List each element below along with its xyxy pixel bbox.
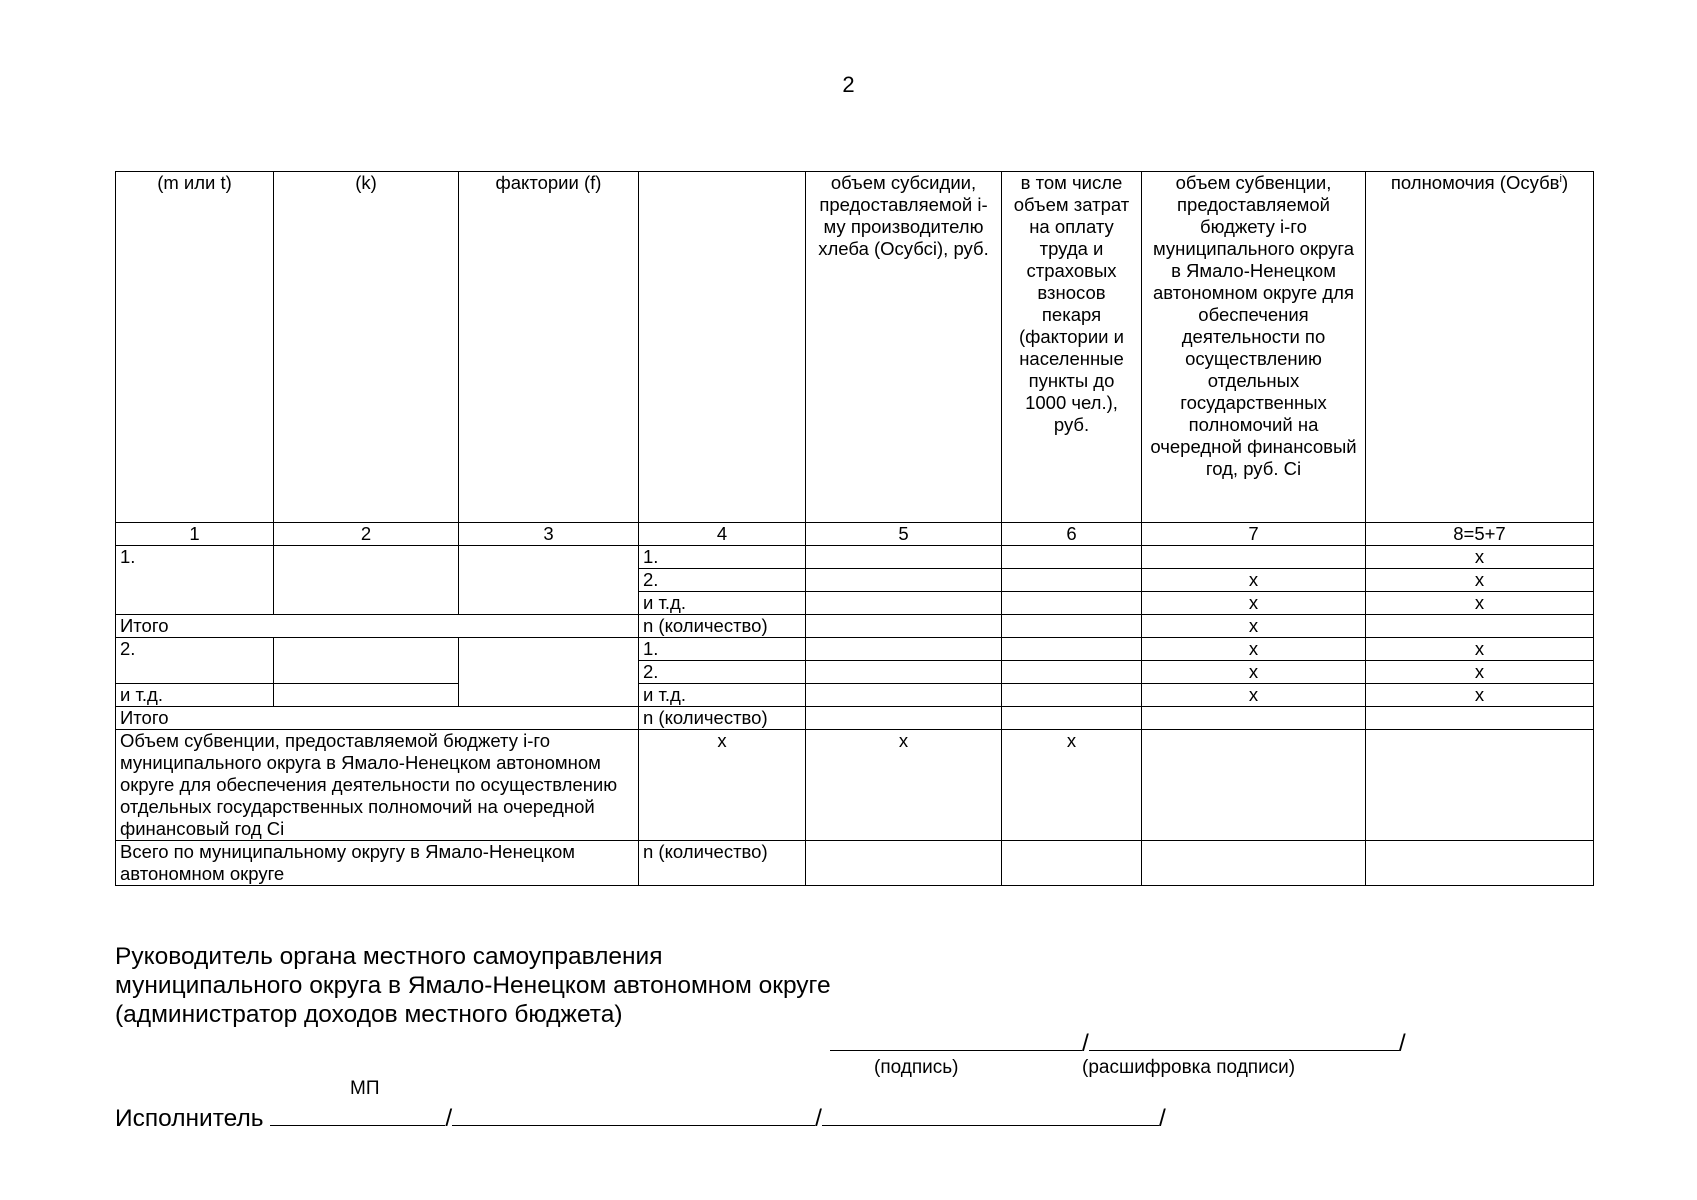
decode-blank <box>1089 1026 1399 1051</box>
column-number: 3 <box>459 523 639 546</box>
head-signature-line <box>830 1026 1406 1058</box>
header-cell-8-superscript: i <box>1559 172 1562 185</box>
table-header-row <box>116 172 1594 523</box>
table-cell <box>1002 592 1142 615</box>
executor-blank-1 <box>270 1101 445 1126</box>
table-row <box>116 684 1594 707</box>
row-label: 1. <box>639 638 806 661</box>
table-cell <box>1142 730 1366 841</box>
table-cell <box>806 592 1002 615</box>
table-cell <box>1002 638 1142 661</box>
count-label: n (количество) <box>639 841 806 886</box>
table-row <box>116 546 1594 569</box>
table-cell <box>1142 707 1366 730</box>
itogo-label: Итого <box>116 615 639 638</box>
table-cell <box>806 841 1002 886</box>
head-line-1: Руководитель органа местного самоуправления <box>115 943 663 970</box>
executor-blank-2 <box>452 1101 815 1126</box>
subvention-table <box>115 171 1594 886</box>
head-line-2: муниципального округа в Ямало-Ненецком автономном округе <box>115 972 831 999</box>
header-cell-1: (m или t) <box>116 172 274 523</box>
table-cell <box>1366 615 1594 638</box>
executor-line <box>115 1101 1166 1133</box>
count-label: n (количество) <box>639 707 806 730</box>
table-cell <box>459 546 639 615</box>
total-label: Всего по муниципальному округу в Ямало-Ненецком автономном округе <box>116 841 639 886</box>
header-cell-8-close: ) <box>1561 172 1569 193</box>
x-mark: x <box>1366 638 1594 661</box>
table-row <box>116 707 1594 730</box>
slash: / <box>445 1105 453 1132</box>
column-number: 8=5+7 <box>1366 523 1594 546</box>
row-label: 2. <box>639 661 806 684</box>
x-mark: x <box>1366 684 1594 707</box>
table-cell <box>806 615 1002 638</box>
table-cell <box>274 684 459 707</box>
table-cell <box>1002 615 1142 638</box>
header-cell-4 <box>639 172 806 523</box>
column-number: 2 <box>274 523 459 546</box>
x-mark: x <box>639 730 806 841</box>
x-mark: x <box>1142 569 1366 592</box>
signature-heading <box>115 942 831 1029</box>
header-cell-3: фактории (f) <box>459 172 639 523</box>
signature-blank <box>830 1026 1082 1051</box>
column-number-row <box>116 523 1594 546</box>
table-cell <box>1366 707 1594 730</box>
table-cell <box>806 661 1002 684</box>
header-cell-6: в том числе объем затрат на оплату труда и страховых взносов пекаря (фактории и населенные пункты до 1000 чел.), руб. <box>1002 172 1142 523</box>
page-number: 2 <box>842 72 855 97</box>
row-label: 2. <box>639 569 806 592</box>
x-mark: x <box>1366 569 1594 592</box>
table-cell <box>806 707 1002 730</box>
executor-blank-3 <box>822 1101 1159 1126</box>
x-mark: x <box>1142 638 1366 661</box>
column-number: 4 <box>639 523 806 546</box>
header-cell-2: (k) <box>274 172 459 523</box>
x-mark: x <box>1142 661 1366 684</box>
table-cell <box>274 638 459 684</box>
stamp-mark: МП <box>350 1078 380 1099</box>
row-label: 1. <box>639 546 806 569</box>
column-number: 6 <box>1002 523 1142 546</box>
table-cell <box>1142 841 1366 886</box>
table-cell <box>1002 841 1142 886</box>
table-cell <box>459 638 639 707</box>
table-cell <box>1366 730 1594 841</box>
row-label: и т.д. <box>639 684 806 707</box>
table-row <box>116 841 1594 886</box>
subvention-label: Объем субвенции, предоставляемой бюджету i-го муниципального округа в Ямало-Ненецком автономном округе для обеспечения деятельности по осуществлению отдельных государственных полномочий на очередной финансовый год Ci <box>116 730 639 841</box>
slash: / <box>1158 1105 1166 1132</box>
count-label: n (количество) <box>639 615 806 638</box>
table-cell <box>806 546 1002 569</box>
x-mark: x <box>806 730 1002 841</box>
table-cell <box>1142 546 1366 569</box>
slash: / <box>815 1105 822 1132</box>
header-cell-8 <box>1366 172 1594 523</box>
table-cell <box>806 684 1002 707</box>
column-number: 1 <box>116 523 274 546</box>
x-mark: x <box>1002 730 1142 841</box>
group-2-label: 2. <box>116 638 274 684</box>
executor-label: Исполнитель <box>115 1105 264 1132</box>
header-cell-7: объем субвенции, предоставляемой бюджету i-го муниципального округа в Ямало-Ненецком автономном округе для обеспечения деятельности по осуществлению отдельных государственных полномочий на очередной финансовый год, руб. Ci <box>1142 172 1366 523</box>
header-cell-5: объем субсидии, предоставляемой i-му производителю хлеба (Осубсi), руб. <box>806 172 1002 523</box>
table-cell <box>1002 546 1142 569</box>
slash: / <box>1082 1030 1089 1057</box>
row-label: и т.д. <box>639 592 806 615</box>
table-cell <box>1002 661 1142 684</box>
column-number: 5 <box>806 523 1002 546</box>
x-mark: x <box>1366 546 1594 569</box>
group-etc-label: и т.д. <box>116 684 274 707</box>
table-row <box>116 638 1594 661</box>
slash: / <box>1398 1030 1406 1057</box>
table-cell <box>274 546 459 615</box>
caption-sign: (подпись) <box>874 1057 959 1078</box>
table-cell <box>806 638 1002 661</box>
table-cell <box>1002 707 1142 730</box>
x-mark: x <box>1366 592 1594 615</box>
x-mark: x <box>1142 684 1366 707</box>
itogo-label: Итого <box>116 707 639 730</box>
table-cell <box>1366 841 1594 886</box>
x-mark: x <box>1142 615 1366 638</box>
column-number: 7 <box>1142 523 1366 546</box>
table-row <box>116 730 1594 841</box>
head-line-3: (администратор доходов местного бюджета) <box>115 1001 623 1028</box>
group-1-label: 1. <box>116 546 274 615</box>
x-mark: x <box>1366 661 1594 684</box>
caption-decode: (расшифровка подписи) <box>1082 1057 1296 1078</box>
table-cell <box>1002 569 1142 592</box>
header-cell-8-text: полномочия (Осубв <box>1390 172 1560 193</box>
table-row <box>116 615 1594 638</box>
table-cell <box>806 569 1002 592</box>
table-cell <box>1002 684 1142 707</box>
x-mark: x <box>1142 592 1366 615</box>
